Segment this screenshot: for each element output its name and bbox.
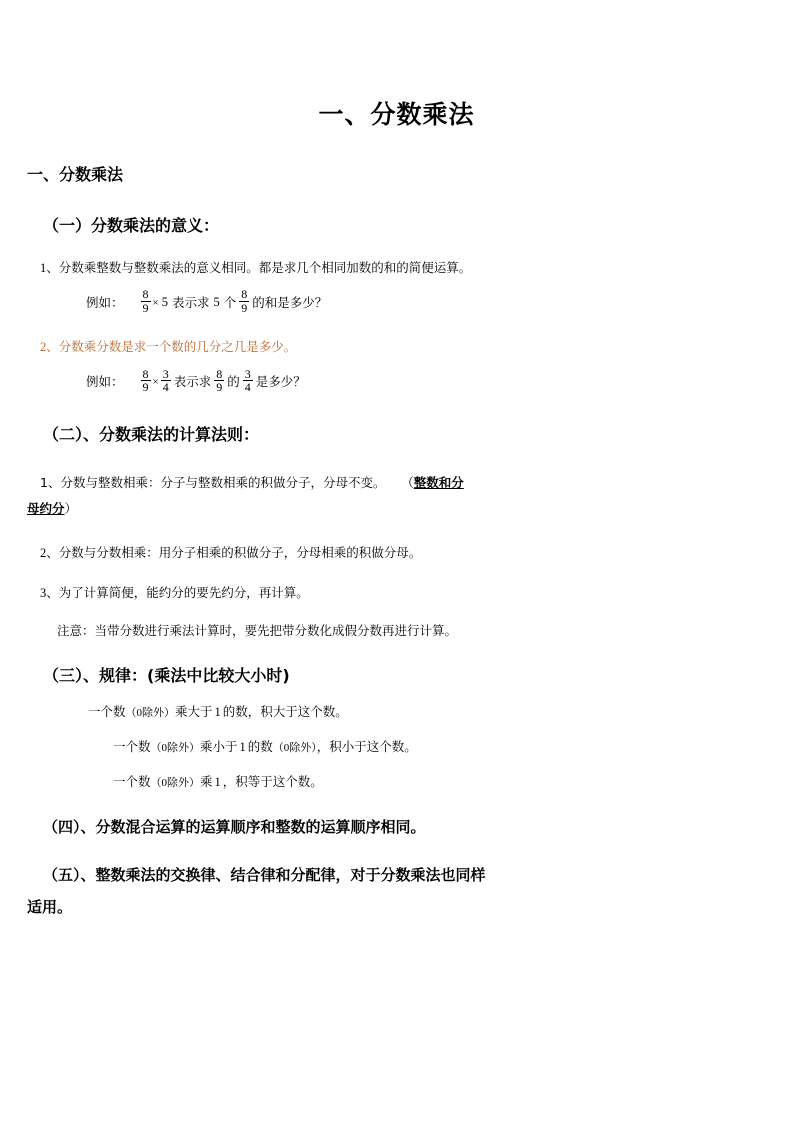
item-number: 1: [40, 474, 48, 490]
section-heading-main: 一、分数乘法: [27, 165, 124, 184]
item-separator: 、: [46, 545, 59, 561]
count-value: 5: [213, 294, 220, 309]
multiplication-operator: ×: [152, 296, 159, 309]
multiplier-value: 5: [161, 294, 168, 309]
multiplication-operator: ×: [152, 375, 159, 388]
law-paren-except-zero: （0除外）: [150, 742, 201, 755]
item-text: 分数与分数相乘：用分子相乘的积做分子，分母相乘的积做分母。: [58, 545, 422, 561]
fraction-denominator: 9: [216, 380, 223, 395]
emphasis-text: 整数和分: [413, 474, 464, 490]
law-number: 1: [214, 705, 221, 720]
heading-section-two: （二）、分数乘法的计算法则：: [43, 424, 260, 444]
fraction-8-over-9: [141, 288, 151, 314]
section-five-paragraph: [0, 839, 793, 919]
fraction-3-over-4-second: [243, 368, 253, 394]
item-number: 2: [40, 546, 47, 561]
fraction-numerator: 8: [241, 287, 248, 302]
example-expression-1: [0, 276, 793, 315]
law-paren-except-zero: （0除外）: [125, 707, 176, 720]
item-text: 为了计算简便，能约分的要先约分，再计算。: [58, 584, 309, 600]
fraction-8-over-9-second: [214, 368, 224, 394]
fraction-denominator: 9: [142, 380, 149, 395]
example-label: 例如：: [86, 373, 124, 389]
law-part-2: 乘大于: [175, 704, 213, 720]
law-number: 1: [214, 775, 221, 790]
emphasis-wrap-line: [0, 496, 763, 522]
section-five-text-wrap: 适用。: [27, 897, 73, 916]
fraction-denominator: 4: [162, 380, 169, 395]
law-part-2: 乘: [200, 774, 213, 790]
law-paren-except-zero-second: （0除外）: [272, 742, 317, 755]
fraction-8-over-9-second: [239, 288, 249, 314]
fraction-3-over-4: [161, 368, 171, 394]
item-text: 分数乘分数是求一个数的几分之几是多少。: [58, 338, 297, 354]
section-two-item-2: [0, 522, 793, 562]
fraction-denominator: 9: [241, 301, 248, 316]
paren-open: （: [407, 474, 414, 490]
fraction-numerator: 8: [142, 366, 149, 381]
law-part-3: 的数: [247, 739, 273, 755]
section-one-item-1: [0, 237, 793, 277]
fraction-numerator: 8: [216, 366, 223, 381]
example-mid-text: 表示求: [171, 294, 210, 310]
example-expression-2: [0, 356, 793, 395]
example-mid-text: 表示求: [173, 373, 212, 389]
law-rule-2: [0, 721, 793, 756]
item-number: 2: [40, 339, 47, 354]
fraction-denominator: 4: [244, 380, 251, 395]
emphasis-text-tail: 母约分: [27, 500, 65, 516]
section-two-item-3: [0, 562, 793, 602]
law-part-1: 一个数: [113, 739, 151, 755]
page-title: 一、分数乘法: [318, 100, 475, 129]
item-separator: 、: [47, 474, 61, 490]
law-rule-3: [0, 756, 793, 791]
item-separator: 、: [46, 584, 59, 600]
heading-section-three: （三）、规律：(乘法中比较大小时): [43, 665, 290, 685]
law-rule-1: [0, 686, 793, 721]
item-text: 分数与整数相乘：分子与整数相乘的积做分子，分母不变。: [60, 474, 386, 490]
item-separator: 、: [46, 338, 59, 354]
fraction-denominator: 9: [142, 301, 149, 316]
section-two-item-1: [0, 446, 793, 523]
example-tail-text: 的和是多少？: [252, 294, 328, 310]
law-part-4: ，积小于这个数。: [316, 739, 417, 755]
law-paren-except-zero: （0除外）: [150, 777, 201, 790]
item-text: 分数乘整数与整数乘法的意义相同。都是求几个相同加数的和的简便运算。: [58, 259, 472, 275]
law-part-3: 的数，积大于这个数。: [222, 704, 348, 720]
law-part-3: ，积等于这个数。: [222, 774, 323, 790]
heading-section-one: （一）分数乘法的意义：: [43, 215, 220, 235]
section-two-note: 注意：当带分数进行乘法计算时，要先把带分数化成假分数再进行计算。: [57, 622, 458, 638]
count-unit: 个: [223, 294, 237, 310]
fraction-numerator: 8: [142, 287, 149, 302]
law-part-1: 一个数: [88, 704, 126, 720]
item-separator: 、: [46, 259, 59, 275]
law-part-1: 一个数: [113, 774, 151, 790]
item-number: 3: [40, 585, 47, 600]
paren-close: ）: [64, 500, 78, 516]
fraction-numerator: 3: [244, 366, 251, 381]
law-number: 1: [239, 740, 246, 755]
example-of-text: 的: [227, 373, 240, 389]
item-number: 1: [40, 260, 47, 275]
law-part-2: 乘小于: [200, 739, 238, 755]
section-four-paragraph: （四）、分数混合运算的运算顺序和整数的运算顺序相同。: [43, 818, 426, 837]
section-five-text: （五）、整数乘法的交换律、结合律和分配律，对于分数乘法也同样: [43, 865, 486, 884]
section-one-item-2: [0, 316, 793, 356]
example-tail-text: 是多少？: [255, 373, 306, 389]
example-label: 例如：: [86, 294, 124, 310]
fraction-8-over-9: [141, 368, 151, 394]
fraction-numerator: 3: [162, 366, 169, 381]
